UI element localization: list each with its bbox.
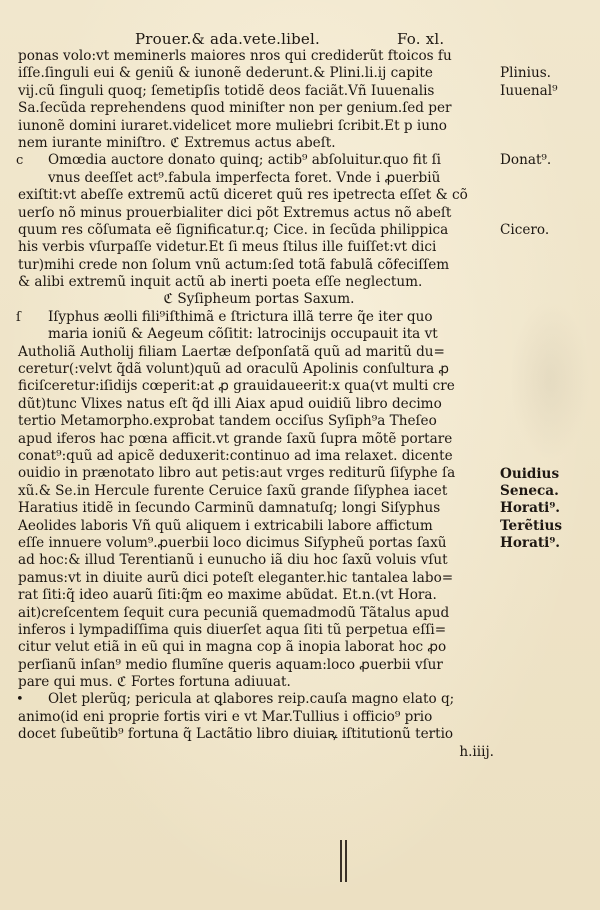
text-line bbox=[18, 344, 500, 361]
text-line bbox=[18, 726, 500, 743]
text-line bbox=[18, 535, 500, 552]
margin-note: Ouidius bbox=[500, 465, 560, 482]
text-line bbox=[18, 431, 500, 448]
margin-note: Cicero. bbox=[500, 222, 550, 238]
text-line bbox=[18, 83, 500, 100]
text-line bbox=[18, 587, 500, 604]
text-line bbox=[18, 552, 500, 569]
line-text: rat ſiti:q̃ ideo auarũ ſiti:q̃m eo maxime abũdat. Et.n.(vt Hora. bbox=[18, 587, 437, 604]
line-text: Aeolides laboris Vñ quũ aliquem i extricabili labore affictum bbox=[18, 517, 433, 534]
text-line bbox=[18, 135, 500, 152]
text-line bbox=[18, 274, 500, 291]
line-text: uerſo nõ minus prouerbialiter dici põt Extremus actus nõ abeſt bbox=[18, 204, 452, 221]
line-text: exiſtit:vt abeſſe extremũ actũ diceret quũ res ipetrecta eſſet & cõ bbox=[18, 187, 468, 204]
line-text: citur velut etiã in eũ qui in magna cop ã inopia laborat hoc ꝓo bbox=[18, 639, 447, 656]
line-text: xũ.& Se.in Hercule furente Ceruice ſaxũ grande ſiſyphea iacet bbox=[18, 482, 448, 499]
text-line bbox=[18, 326, 500, 343]
line-text: Olet plerũq; pericula at ꝗlabores reip.cauſa magno elato q; bbox=[48, 691, 455, 708]
text-line bbox=[18, 500, 500, 517]
signature-mark bbox=[18, 744, 500, 761]
text-line bbox=[18, 674, 500, 691]
line-text: docet ſubeũtib⁹ fortuna q̃ Lactãtio libro diuiaꝶ iſtitutionũ tertio bbox=[18, 726, 454, 743]
text-line bbox=[18, 413, 500, 430]
margin-note: Donat⁹. bbox=[500, 152, 552, 169]
line-text: conat⁹:quũ ad apicẽ deduxerit:continuo ad ima relaxet. dicente bbox=[18, 447, 453, 464]
text-line bbox=[18, 691, 500, 708]
line-text: ad hoc:& illud Terentianũ i eunucho iã diu hoc ſaxũ voluis vſut bbox=[18, 552, 448, 569]
line-text: iſſe.ſinguli eui & geniũ & iunonẽ dederunt.& Plini.li.ij capite bbox=[18, 65, 433, 82]
text-line bbox=[18, 361, 500, 378]
text-line bbox=[18, 48, 500, 65]
line-text: vnus deeſſet act⁹.fabula imperfecta foret. Vnde i ꝓuerbiũ bbox=[48, 169, 441, 186]
text-line bbox=[18, 605, 500, 622]
line-text: & alibi extremũ inquit actũ ab inerti poeta eſſe neglectum. bbox=[18, 274, 423, 291]
section-heading bbox=[18, 291, 500, 308]
line-text: h.iiij. bbox=[459, 743, 494, 760]
running-title: Prouer.& ada.vete.libel. bbox=[135, 30, 320, 48]
margin-note: Plinius. bbox=[500, 65, 551, 82]
text-line bbox=[18, 65, 500, 82]
text-line bbox=[18, 570, 500, 587]
line-text: tertio Metamorpho.exprobat tandem occiſus Syſiph⁹a Theſeo bbox=[18, 413, 437, 430]
text-line bbox=[18, 483, 500, 500]
text-line bbox=[18, 100, 500, 117]
line-text: Haratius itidẽ in ſecundo Carminũ damnatuſq; longi Siſyphus bbox=[18, 500, 441, 517]
line-text: pare qui mus. ℭ Fortes fortuna adiuuat. bbox=[18, 674, 291, 691]
text-line bbox=[18, 657, 500, 674]
line-text: ceretur(:velvt q̃dã volunt)quũ ad oraculũ Apolinis conſultura ꝓ bbox=[18, 361, 450, 378]
text-line bbox=[18, 239, 500, 256]
line-text: ait)creſcentem ſequit cura pecuniã quemadmodũ Tãtalus apud bbox=[18, 604, 450, 621]
text-line bbox=[18, 152, 500, 169]
text-line bbox=[18, 639, 500, 656]
line-text: ficiſceretur:iſidijs cœperit:at ꝓ grauidaueerit:x qua(vt multi cre bbox=[18, 378, 455, 395]
text-line bbox=[18, 378, 500, 395]
paragraph-initial: ſ bbox=[16, 309, 21, 325]
line-text: apud iferos hac pœna afficit.vt grande ſaxũ ſupra mõtẽ portare bbox=[18, 430, 453, 447]
margin-note: Terẽtius bbox=[500, 517, 562, 534]
text-line bbox=[18, 222, 500, 239]
printer-mark bbox=[340, 840, 350, 882]
line-text: pamus:vt in diuite aurũ dici poteſt eleganter.hic tantalea labo= bbox=[18, 569, 454, 586]
line-text: quum res cõſumata eẽ ſignificatur.q; Cice. in ſecũda philippica bbox=[18, 221, 449, 238]
text-line bbox=[18, 465, 500, 482]
text-line bbox=[18, 709, 500, 726]
line-text: Sa.ſecũda reprehendens quod miniſter non per genium.ſed per bbox=[18, 100, 452, 117]
line-text: ℭ Syſipheum portas Saxum. bbox=[163, 291, 355, 308]
line-text: Iſyphus æolli fili⁹iſthimã e ſtrictura illã terre q̃e iter quo bbox=[48, 308, 433, 325]
body-text bbox=[18, 48, 500, 761]
line-text: ponas volo:vt meminerls maiores nros qui crediderũt ftoicos fu bbox=[18, 48, 452, 64]
line-text: nem iurante miniſtro. ℭ Extremus actus abeſt. bbox=[18, 134, 336, 151]
line-text: animo(id eni proprie fortis viri e vt Mar.Tullius i officio⁹ prio bbox=[18, 708, 433, 725]
text-line bbox=[18, 309, 500, 326]
margin-note: Iuuenal⁹ bbox=[500, 82, 558, 99]
margin-note: Seneca. bbox=[500, 483, 559, 499]
line-text: vij.cũ ſinguli quoq; ſemetipſis totidẽ deos faciãt.Vñ Iuuenalis bbox=[18, 82, 435, 99]
line-text: maria ioniũ & Aegeum cõſitit: latrocinijs occupauit ita vt bbox=[48, 326, 438, 343]
margin-note: Horati⁹. bbox=[500, 500, 561, 517]
line-text: tur)mihi crede non ſolum vnũ actum:ſed totã fabulã cõfeciſſem bbox=[18, 256, 450, 273]
text-line bbox=[18, 170, 500, 187]
text-line bbox=[18, 448, 500, 465]
line-text: Omœdia auctore donato quinq; actib⁹ abſoluitur.quo fit ſi bbox=[48, 152, 442, 169]
text-line bbox=[18, 622, 500, 639]
paragraph-initial: c bbox=[16, 153, 24, 169]
line-text: inferos i lympadiſſima quis diuerſet aqua ſiti tũ perpetua eſſi= bbox=[18, 621, 447, 638]
line-text: dũt)tunc Vlixes natus eſt q̃d illi Aiax apud ouidiũ libro decimo bbox=[18, 395, 442, 412]
line-text: iunonẽ domini iuraret.videlicet more muliebri ſcribit.Et p iuno bbox=[18, 117, 447, 134]
line-text: his verbis vſurpaſſe videtur.Et ſi meus ſtilus ille fuiſſet:vt dici bbox=[18, 239, 437, 256]
text-line bbox=[18, 187, 500, 204]
line-text: ouidio in prænotato libro aut petis:aut vrges rediturũ ſiſyphe ſa bbox=[18, 465, 456, 482]
text-line bbox=[18, 396, 500, 413]
line-text: eſſe innuere volum⁹.ꝓuerbii loco dicimus Siſypheũ portas ſaxũ bbox=[18, 534, 447, 551]
text-line bbox=[18, 205, 500, 222]
text-line bbox=[18, 518, 500, 535]
margin-note: Horati⁹. bbox=[500, 535, 561, 552]
line-text: Autholiã Autholij filiam Laertæ deſponſatã quũ ad maritũ du= bbox=[18, 343, 445, 360]
line-text: perſianũ inſan⁹ medio flumĩne queris aquam:loco ꝓuerbii vſur bbox=[18, 656, 443, 673]
text-line bbox=[18, 257, 500, 274]
paragraph-initial: • bbox=[16, 692, 24, 708]
text-line bbox=[18, 118, 500, 135]
ink-bleed bbox=[510, 300, 590, 460]
folio-number: Fo. xl. bbox=[397, 30, 445, 48]
